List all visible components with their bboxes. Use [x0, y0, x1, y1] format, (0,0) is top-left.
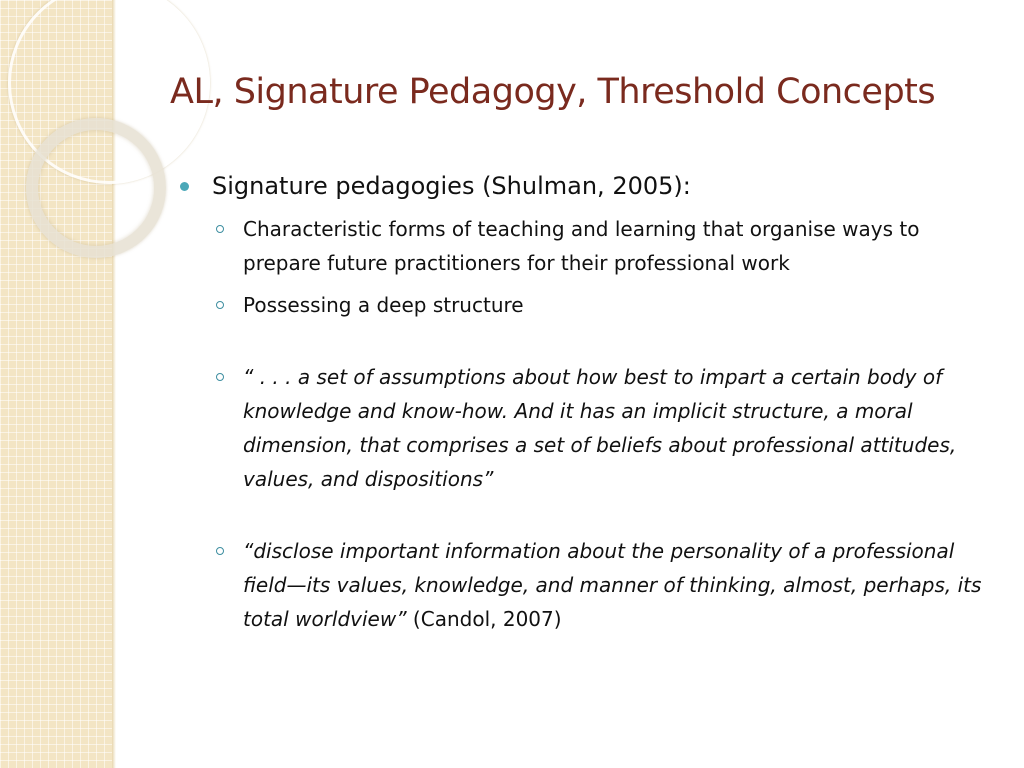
- hollow-bullet-icon: [216, 547, 224, 555]
- decorative-ring-small: [26, 118, 166, 258]
- sub-bullet-list: [178, 212, 998, 636]
- sub-bullet-item: [178, 212, 998, 280]
- slide-content: [178, 170, 998, 644]
- citation-text: (Candol, 2007): [406, 607, 562, 631]
- bullet-text: Signature pedagogies (Shulman, 2005):: [212, 172, 691, 200]
- sub-bullet-text: Possessing a deep structure: [243, 293, 524, 317]
- sub-bullet-item: [178, 288, 998, 322]
- hollow-bullet-icon: [216, 301, 224, 309]
- sub-bullet-text: Characteristic forms of teaching and learning that organise ways to prepare future practitioners for their professional work: [243, 217, 920, 275]
- filled-bullet-icon: [180, 182, 189, 191]
- bullet-item: [178, 170, 998, 202]
- quote-text: “disclose important information about the personality of a professional field—its values, knowledge, and manner of thinking, almost, perhaps, its total worldview”: [243, 539, 982, 631]
- quote-item: [178, 534, 998, 636]
- quote-text: “ . . . a set of assumptions about how best to impart a certain body of knowledge and know-how. And it has an implicit structure, a moral dimension, that comprises a set of beliefs about professional attitudes, values, and dispositions”: [243, 365, 957, 491]
- hollow-bullet-icon: [216, 373, 224, 381]
- hollow-bullet-icon: [216, 225, 224, 233]
- slide-title: AL, Signature Pedagogy, Threshold Concepts: [170, 72, 936, 112]
- quote-item: [178, 360, 998, 496]
